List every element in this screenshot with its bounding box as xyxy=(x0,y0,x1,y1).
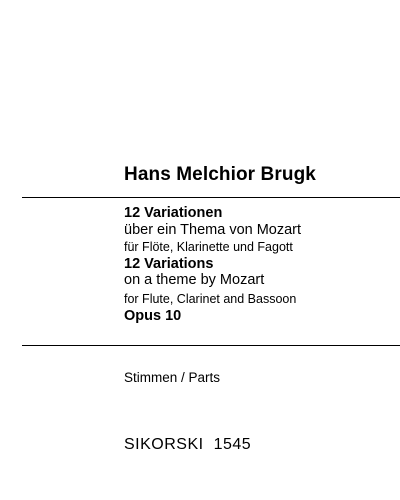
instruments-german: für Flöte, Klarinette und Fagott xyxy=(124,240,293,254)
bottom-rule xyxy=(22,345,400,346)
top-rule xyxy=(22,197,400,198)
opus-number: Opus 10 xyxy=(124,308,182,324)
title-german: 12 Variationen xyxy=(124,205,223,221)
publisher-line xyxy=(124,436,251,454)
edition-type: Stimmen / Parts xyxy=(124,370,221,385)
catalog-number: 1545 xyxy=(213,436,252,453)
publisher-name: SIKORSKI xyxy=(124,436,204,453)
subtitle-english: on a theme by Mozart xyxy=(124,272,265,288)
composer-name: Hans Melchior Brugk xyxy=(124,164,316,185)
subtitle-german: über ein Thema von Mozart xyxy=(124,222,302,238)
title-english: 12 Variations xyxy=(124,256,214,272)
instruments-english: for Flute, Clarinet and Bassoon xyxy=(124,292,297,306)
